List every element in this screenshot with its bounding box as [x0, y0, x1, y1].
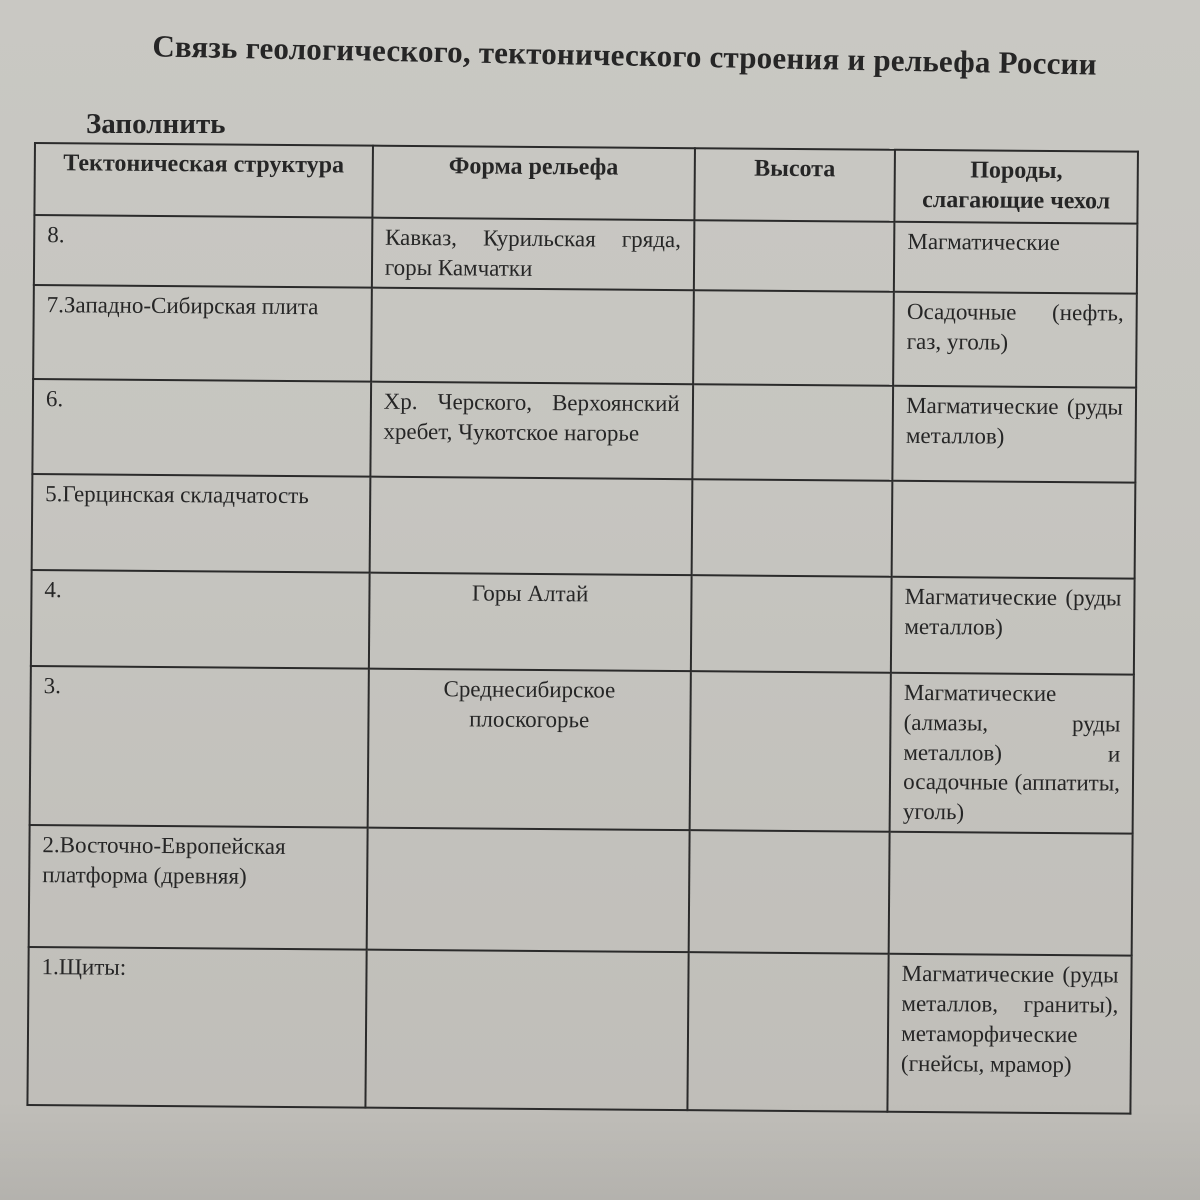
tectonics-table: [26, 142, 1139, 1115]
cell-relief: Среднесибирское плоскогорье: [367, 668, 690, 830]
cell-rocks: Магматические: [894, 222, 1137, 294]
table-row: [31, 570, 1135, 675]
cell-structure: 7.Западно-Сибирская плита: [33, 285, 371, 382]
cell-rocks: Магматические (алмазы, руды металлов) и осадочные (аппатиты, уголь): [890, 673, 1134, 834]
cell-height: [687, 952, 889, 1112]
table-row: [34, 215, 1138, 293]
table-row: [33, 285, 1137, 388]
table-row: [27, 947, 1131, 1114]
cell-relief: Кавказ, Курильская гряда, горы Камчатки: [372, 218, 694, 290]
page-title: Связь геологического, тектонического строения и рельефа России: [152, 28, 1098, 82]
cell-height: [693, 290, 894, 386]
cell-height: [694, 220, 895, 291]
cell-height: [691, 479, 892, 577]
cell-relief: [369, 476, 692, 575]
cell-height: [692, 384, 893, 481]
paper-shadow: [0, 1100, 1200, 1200]
table-row: [29, 825, 1133, 956]
table-header-row: [34, 143, 1138, 224]
cell-relief: [371, 287, 694, 384]
cell-structure: 3.: [30, 666, 369, 828]
cell-rocks: Осадочные (нефть, газ, уголь): [893, 292, 1137, 388]
cell-structure: 5.Герцинская складчатость: [32, 474, 370, 573]
cell-relief: [365, 950, 688, 1111]
cell-relief: Хр. Черского, Верхоянский хребет, Чукотское нагорье: [370, 381, 693, 479]
cell-rocks: Магматические (руды металлов, граниты), метаморфические (гнейсы, мрамор): [888, 954, 1132, 1114]
table-row: [30, 666, 1134, 834]
header-relief: Форма рельефа: [372, 146, 694, 221]
cell-height: [689, 671, 891, 832]
header-rocks: Породы, слагающие чехол: [895, 150, 1138, 224]
cell-structure: 8.: [34, 215, 372, 287]
header-structure: Тектоническая структура: [34, 143, 372, 218]
cell-structure: 6.: [32, 379, 370, 477]
cell-rocks: [892, 481, 1136, 579]
cell-height: [691, 575, 892, 673]
instruction-label: Заполнить: [86, 108, 226, 140]
cell-structure: 1.Щиты:: [27, 947, 366, 1108]
cell-rocks: Магматические (руды металлов): [893, 386, 1137, 483]
cell-structure: 2.Восточно-Европейская платформа (древняя): [29, 825, 368, 950]
cell-rocks: [889, 832, 1133, 956]
header-height: Высота: [694, 148, 895, 222]
table-row: [32, 379, 1136, 483]
cell-structure: 4.: [31, 570, 369, 669]
table-row: [32, 474, 1136, 579]
cell-relief: Горы Алтай: [369, 572, 692, 671]
cell-relief: [366, 828, 689, 953]
cell-height: [688, 830, 889, 954]
cell-rocks: Магматические (руды металлов): [891, 577, 1135, 675]
